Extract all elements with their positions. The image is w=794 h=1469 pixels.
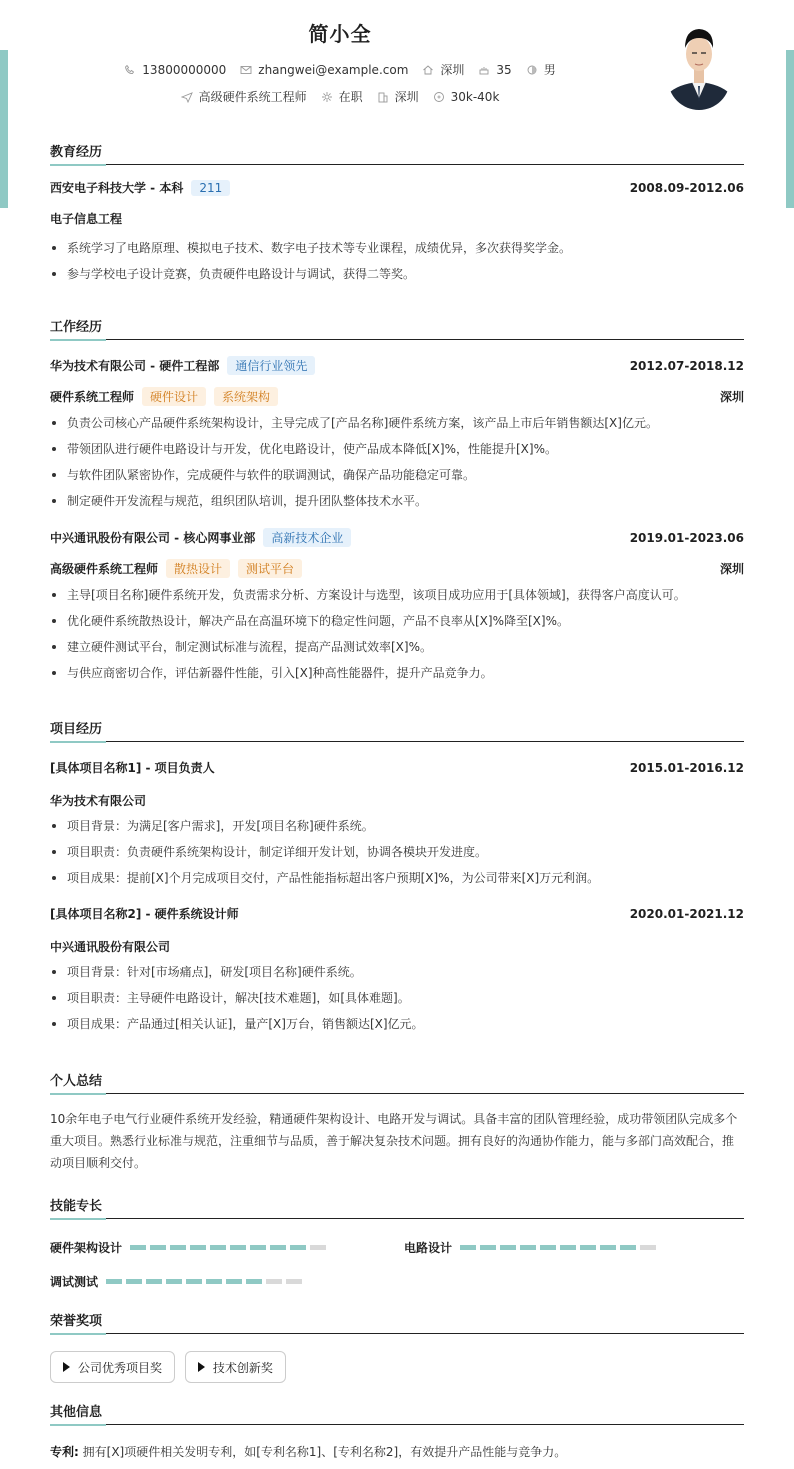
summary-text: 10余年电子电气行业硬件系统开发经验，精通硬件架构设计、电路开发与调试。具备丰富的团队管理经验，成功带领团队完成多个重大项目。熟悉行业标准与规范，注重细节与品质，善于解决复杂技术问题。拥有良好的沟通协作能力，能与多部门高效配合，推动项目顺利交付。 xyxy=(50,1112,738,1170)
skill-level-segment xyxy=(190,1245,206,1250)
school-name: 西安电子科技大学 - 本科 xyxy=(50,181,184,195)
list-item: 项目职责：负责硬件系统架构设计，制定详细开发计划，协调各模块开发进度。 xyxy=(50,839,744,865)
company-name: 华为技术有限公司 - 硬件工程部 xyxy=(50,359,220,373)
gender-icon xyxy=(526,64,538,76)
skill-level-segment xyxy=(520,1245,536,1250)
list-item: 项目成果：提前[X]个月完成项目交付，产品性能指标超出客户预期[X]%，为公司带来[X]万元利润。 xyxy=(50,865,744,891)
project-bullets xyxy=(50,959,744,1037)
job-header-row xyxy=(50,528,744,547)
gender: 男 xyxy=(543,63,556,77)
skill-level-segment xyxy=(150,1245,166,1250)
projects-section xyxy=(50,718,744,1037)
project-bullets xyxy=(50,813,744,891)
education-section xyxy=(50,141,744,287)
target-city-item xyxy=(377,88,419,105)
position-row xyxy=(50,387,744,406)
project-header-row xyxy=(50,905,744,922)
skill-tag: 测试平台 xyxy=(238,559,302,578)
projects-title: 项目经历 xyxy=(50,718,744,742)
award-name: 公司优秀项目奖 xyxy=(78,1360,163,1375)
award-name: 技术创新奖 xyxy=(212,1360,273,1375)
education-bullets xyxy=(50,235,744,287)
project-date: 2015.01-2016.12 xyxy=(629,760,744,775)
skill-level-segment xyxy=(210,1245,226,1250)
salary-item xyxy=(433,90,500,104)
skill-name: 调试测试 xyxy=(50,1275,99,1289)
skill-level-segment xyxy=(250,1245,266,1250)
company-name: 中兴通讯股份有限公司 - 核心网事业部 xyxy=(50,531,256,545)
job-location: 深圳 xyxy=(719,390,744,404)
skill-level-bar xyxy=(106,1279,302,1284)
skill-name: 电路设计 xyxy=(404,1241,453,1255)
home-icon xyxy=(422,64,434,76)
skill-level-segment xyxy=(130,1245,146,1250)
skill-level-segment xyxy=(266,1279,282,1284)
list-item: 带领团队进行硬件电路设计与开发，优化电路设计，使产品成本降低[X]%，性能提升[X]%。 xyxy=(50,436,744,462)
age: 35 xyxy=(496,62,512,77)
job-bullets xyxy=(50,410,744,514)
play-icon xyxy=(198,1362,205,1372)
work-title: 工作经历 xyxy=(50,316,744,340)
project-header-row xyxy=(50,759,744,776)
education-header-row xyxy=(50,179,744,196)
skill-level-segment xyxy=(600,1245,616,1250)
position-row xyxy=(50,559,744,578)
skill-item xyxy=(404,1239,656,1256)
skill-level-segment xyxy=(460,1245,476,1250)
list-item: 优化硬件系统散热设计，解决产品在高温环境下的稳定性问题，产品不良率从[X]%降至[X]%。 xyxy=(50,608,744,634)
skill-tag: 散热设计 xyxy=(166,559,230,578)
email-item xyxy=(240,63,408,77)
skills-section xyxy=(50,1195,744,1299)
coin-icon xyxy=(433,91,445,103)
job-date: 2019.01-2023.06 xyxy=(629,530,744,545)
major-row xyxy=(50,210,744,227)
project-company-row xyxy=(50,792,744,809)
resume-header xyxy=(0,0,794,130)
skill-tag: 硬件设计 xyxy=(142,387,206,406)
skill-level-segment xyxy=(170,1245,186,1250)
list-item: 主导[项目名称]硬件系统开发，负责需求分析、方案设计与选型，该项目成功应用于[具体领域]，获得客户高度认可。 xyxy=(50,582,744,608)
skill-item xyxy=(50,1273,302,1290)
award-chip xyxy=(50,1351,175,1383)
other-section xyxy=(50,1401,744,1460)
awards-title: 荣誉奖项 xyxy=(50,1310,744,1334)
list-item: 与供应商密切合作，评估新器件性能，引入[X]种高性能器件，提升产品竞争力。 xyxy=(50,660,744,686)
school-tag: 211 xyxy=(191,180,230,196)
patent-label: 专利: xyxy=(50,1445,79,1459)
skills-title: 技能专长 xyxy=(50,1195,744,1219)
company-tag: 高新技术企业 xyxy=(263,528,351,547)
job-status: 在职 xyxy=(338,90,363,104)
city-item xyxy=(422,61,464,78)
company-tag: 通信行业领先 xyxy=(227,356,315,375)
skill-level-segment xyxy=(146,1279,162,1284)
skill-name: 硬件架构设计 xyxy=(50,1241,123,1255)
list-item: 项目背景：针对[市场痛点]，研发[项目名称]硬件系统。 xyxy=(50,959,744,985)
list-item: 建立硬件测试平台，制定测试标准与流程，提高产品测试效率[X]%。 xyxy=(50,634,744,660)
project-company: 中兴通讯股份有限公司 xyxy=(50,940,171,954)
skill-level-bar xyxy=(460,1245,656,1250)
patent-text: 拥有[X]项硬件相关发明专利，如[专利名称1]、[专利名称2]，有效提升产品性能与竞争力。 xyxy=(82,1445,567,1459)
job-title-item xyxy=(181,88,307,105)
project-date: 2020.01-2021.12 xyxy=(629,906,744,921)
mail-icon xyxy=(240,64,252,76)
skill-level-segment xyxy=(230,1245,246,1250)
skill-level-segment xyxy=(246,1279,262,1284)
education-title: 教育经历 xyxy=(50,141,744,165)
list-item: 参与学校电子设计竞赛，负责硬件电路设计与调试，获得二等奖。 xyxy=(50,261,744,287)
summary-title: 个人总结 xyxy=(50,1070,744,1094)
project-company-row xyxy=(50,938,744,955)
job-title: 高级硬件系统工程师 xyxy=(198,90,307,104)
skill-level-segment xyxy=(480,1245,496,1250)
job-date: 2012.07-2018.12 xyxy=(629,358,744,373)
skill-level-segment xyxy=(286,1279,302,1284)
project-company: 华为技术有限公司 xyxy=(50,794,147,808)
list-item: 制定硬件开发流程与规范，组织团队培训，提升团队整体技术水平。 xyxy=(50,488,744,514)
skill-level-segment xyxy=(106,1279,122,1284)
candidate-name: 简小全 xyxy=(308,22,372,46)
status-item xyxy=(321,88,363,105)
email-address: zhangwei@example.com xyxy=(258,62,409,77)
skill-level-segment xyxy=(270,1245,286,1250)
phone-number: 13800000000 xyxy=(142,62,227,77)
skill-level-segment xyxy=(620,1245,636,1250)
play-icon xyxy=(63,1362,70,1372)
skill-level-segment xyxy=(310,1245,326,1250)
awards-section xyxy=(50,1310,744,1383)
avatar xyxy=(668,18,730,110)
skill-tag: 系统架构 xyxy=(214,387,278,406)
salary: 30k-40k xyxy=(450,89,500,104)
patent-line xyxy=(50,1443,744,1460)
skill-item xyxy=(50,1239,326,1256)
job-bullets xyxy=(50,582,744,686)
skill-level-segment xyxy=(640,1245,656,1250)
age-item xyxy=(478,63,511,77)
contact-row xyxy=(0,61,680,78)
skill-level-segment xyxy=(186,1279,202,1284)
skill-level-segment xyxy=(580,1245,596,1250)
position: 硬件系统工程师 xyxy=(50,390,135,404)
skill-level-segment xyxy=(500,1245,516,1250)
list-item: 系统学习了电路原理、模拟电子技术、数字电子技术等专业课程，成绩优异，多次获得奖学金。 xyxy=(50,235,744,261)
list-item: 项目职责：主导硬件电路设计，解决[技术难题]，如[具体难题]。 xyxy=(50,985,744,1011)
send-icon xyxy=(181,91,193,103)
award-chip xyxy=(185,1351,286,1383)
education-date: 2008.09-2012.06 xyxy=(629,180,744,195)
skill-level-segment xyxy=(540,1245,556,1250)
settings-icon xyxy=(321,91,333,103)
target-city: 深圳 xyxy=(394,90,419,104)
skill-level-segment xyxy=(290,1245,306,1250)
list-item: 与软件团队紧密协作，完成硬件与软件的联调测试，确保产品功能稳定可靠。 xyxy=(50,462,744,488)
project-name: [具体项目名称1] - 项目负责人 xyxy=(50,761,215,775)
skill-level-segment xyxy=(560,1245,576,1250)
work-section xyxy=(50,316,744,686)
job-header-row xyxy=(50,356,744,375)
phone-item xyxy=(124,63,226,77)
gender-item xyxy=(526,61,556,78)
list-item: 项目成果：产品通过[相关认证]，量产[X]万台，销售额达[X]亿元。 xyxy=(50,1011,744,1037)
major: 电子信息工程 xyxy=(50,212,123,226)
position: 高级硬件系统工程师 xyxy=(50,562,159,576)
list-item: 项目背景：为满足[客户需求]，开发[项目名称]硬件系统。 xyxy=(50,813,744,839)
project-name: [具体项目名称2] - 硬件系统设计师 xyxy=(50,907,239,921)
list-item: 负责公司核心产品硬件系统架构设计，主导完成了[产品名称]硬件系统方案，该产品上市后年销售额达[X]亿元。 xyxy=(50,410,744,436)
city: 深圳 xyxy=(440,63,465,77)
skill-level-segment xyxy=(206,1279,222,1284)
job-intent-row xyxy=(0,88,680,105)
building-icon xyxy=(377,91,389,103)
summary-section xyxy=(50,1070,744,1174)
cake-icon xyxy=(478,64,490,76)
phone-icon xyxy=(124,64,136,76)
skill-level-bar xyxy=(130,1245,326,1250)
other-title: 其他信息 xyxy=(50,1401,744,1425)
job-location: 深圳 xyxy=(719,562,744,576)
skill-level-segment xyxy=(226,1279,242,1284)
skill-level-segment xyxy=(166,1279,182,1284)
skill-level-segment xyxy=(126,1279,142,1284)
